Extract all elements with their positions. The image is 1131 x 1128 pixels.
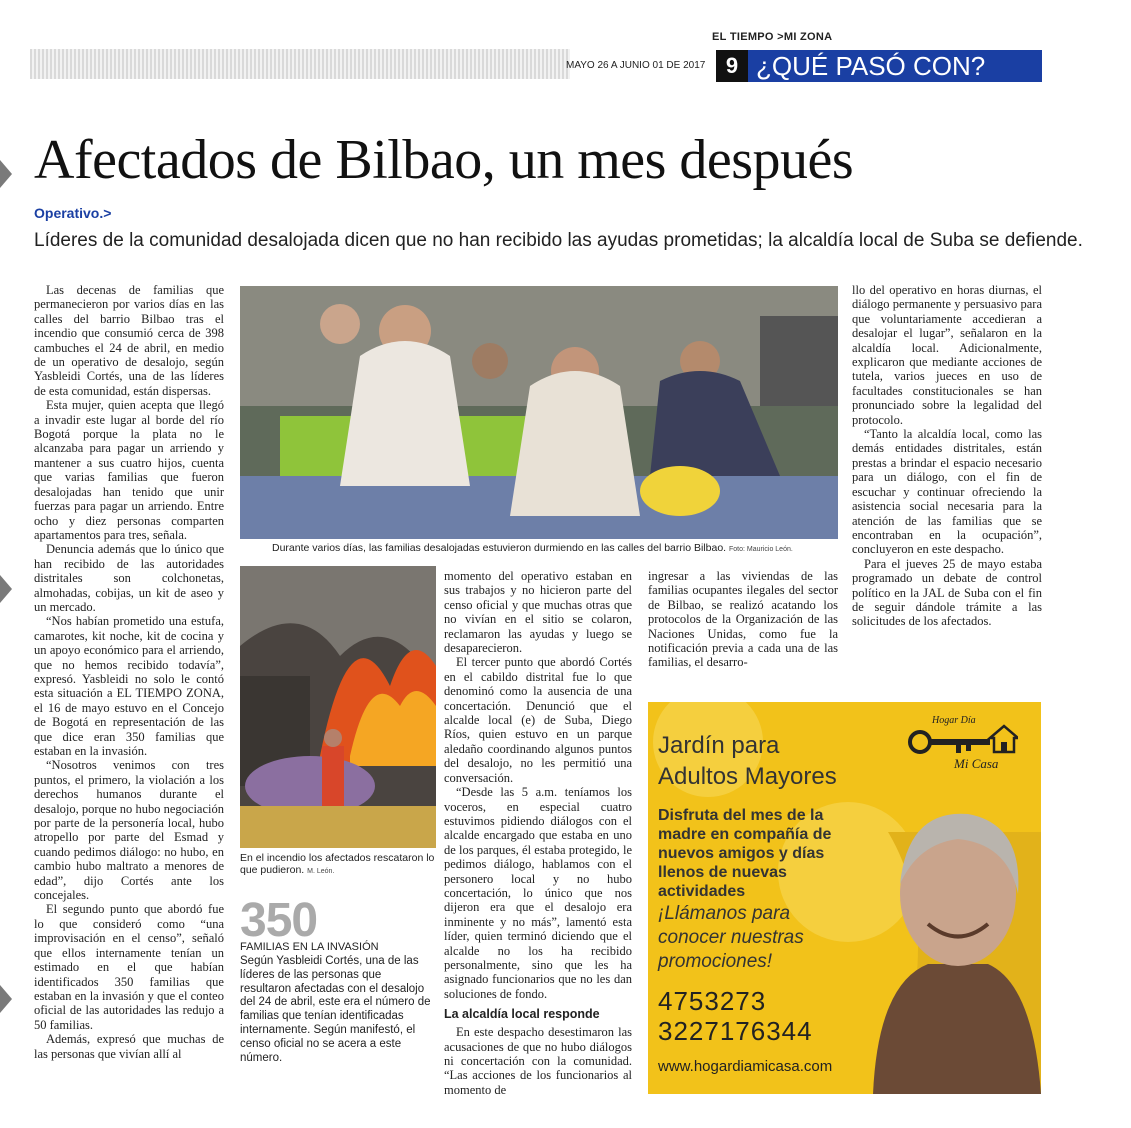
paragraph: ingresar a las viviendas de las familias ocupantes ilegales del sector de Bilbao, se realizó acatando los protocolos de la Organización de las Naciones Unidas, como fue la notificación previa a cada una de las familias, el desarro- <box>648 569 838 670</box>
stat-text: Según Yasbleidi Cortés, una de las líderes de las personas que resultaron afectadas con el desalojo del 24 de abril, este era el número de familias que tenían identificadas internamente. Según manifestó, el censo oficial no se acera a este número. <box>240 955 431 1064</box>
paragraph: Denuncia además que lo único que han recibido de las autoridades distritales son colchonetas, almohadas, cobijas, un kit de aseo y un mercado. <box>34 542 224 614</box>
section-title: ¿QUÉ PASÓ CON? <box>748 50 1042 82</box>
article-column-3 <box>444 569 632 1097</box>
paragraph: Además, expresó que muchas de las personas que vivían allí al <box>34 1032 224 1061</box>
main-photo <box>240 286 838 539</box>
stat-label: FAMILIAS EN LA INVASIÓN <box>240 941 379 953</box>
paragraph: El tercer punto que abordó Cortés en el cabildo distrital fue lo que denominó como la ausencia de una concertación. Denunció que el alcalde local (e) de Suba, Diego Ríos, quien estuvo en un parque aledaño coordinando algunos puntos del desalojo, no les permitió una conversación. <box>444 655 632 785</box>
headline: Afectados de Bilbao, un mes después <box>34 129 854 191</box>
paragraph: “Tanto la alcaldía local, como las demás entidades distritales, están prestas a brindar el espacio necesario para un diálogo, con el fin de escuchar y continuar ofreciendo la asistencia social necesaria para la atención de las familias que se encontraban en la ocupación”, concluyeron en este despacho. <box>852 427 1042 557</box>
ad-promo-text: Disfruta del mes de la madre en compañía de nuevos amigos y días llenos de nuevas actividades <box>658 807 832 900</box>
paragraph: “Nosotros venimos con tres puntos, el primero, la violación a los derechos humanos durante el desalojo, porque no hubo negociación por parte de la personería local, hubo atropello por parte del Esmad y cuando pedimos diálogo: no hubo, en cambio hubo maltrato a menores de edad”, dijo Cortés ante los concejales. <box>34 758 224 903</box>
ad-phone-numbers: 4753273 3227176344 <box>658 986 813 1046</box>
paragraph: momento del operativo estaban en sus trabajos y no hicieron parte del censo oficial y que muchas otras que no vivían en el sitio se colaron, reclamaron las ayudas y luego se desaparecieron. <box>444 569 632 656</box>
margin-marker <box>0 160 12 188</box>
issue-date: MAYO 26 A JUNIO 01 DE 2017 <box>566 60 706 71</box>
ad-logo-top-text: Hogar Día <box>932 715 976 726</box>
article-column-4 <box>648 569 838 670</box>
key-house-icon <box>906 724 1018 758</box>
article-column-5 <box>852 283 1042 629</box>
subhead: La alcaldía local responde <box>444 1007 600 1022</box>
page-number: 9 <box>716 50 748 82</box>
ad-title: Jardín para Adultos Mayores <box>658 732 837 790</box>
ad-logo-bottom-text: Mi Casa <box>954 756 999 771</box>
elderly-woman-photo <box>858 784 1041 1094</box>
fire-photo-caption: En el incendio los afectados rescataron lo que pudieron. M. León. <box>240 852 435 876</box>
paragraph: llo del operativo en horas diurnas, el diálogo permanente y persuasivo para que voluntariamente accedieran a desalojar el lugar”, señalaron en la alcaldía local. Adicionalmente, explicaron que mediante acciones de tutela, varios jueces en uso de facultades constitucionales se han pronunciado sobre la legalidad del protocolo. <box>852 283 1042 427</box>
photo-credit: Foto: Mauricio León. <box>729 546 793 553</box>
paragraph: En este despacho desestimaron las acusaciones de que no hubo diálogos ni concertación con la comunidad. “Las acciones de los funcionarios al momento de <box>444 1025 632 1097</box>
ad-call-to-action: ¡Llámanos para conocer nuestras promociones! <box>658 903 804 972</box>
margin-marker <box>0 985 12 1013</box>
main-photo-caption: Durante varios días, las familias desalojadas estuvieron durmiendo en las calles del barrio Bilbao. Foto: Mauricio León. <box>272 542 793 554</box>
ad-website: www.hogardiamicasa.com <box>658 1058 833 1075</box>
section-tag: EL TIEMPO >MI ZONA <box>712 31 833 43</box>
deck: Líderes de la comunidad desalojada dicen que no han recibido las ayudas prometidas; la alcaldía local de Suba se defiende. <box>34 230 1083 251</box>
paragraph: El segundo punto que abordó fue lo que consideró como “una improvisación en el censo”, señaló que ellos internamente tenían un estimado en el que habían identificados 350 familias que estaban en la invasión y que el conteo oficial de las autoridades las redujo a 50 familias. <box>34 902 224 1032</box>
paragraph: Para el jueves 25 de mayo estaba programado un debate de control político en la JAL de Suba con el fin de seguir dándole trámite a las solicitudes de los afectados. <box>852 556 1042 629</box>
stat-number: 350 <box>240 894 318 947</box>
advertisement <box>648 702 1041 1094</box>
paragraph: “Nos habían prometido una estufa, camarotes, kit noche, kit de cocina y un apoyo económico para el arriendo, que no hemos recibido todavía”, expresó. Yasbleidi no solo le contó esta situación a EL TIEMPO ZONA, el 16 de mayo estuvo en el Concejo de Bogotá en representación de las que dice eran 350 familias que estaban en la invasión. <box>34 614 224 758</box>
photo-credit: M. León. <box>307 868 335 875</box>
kicker: Operativo.> <box>34 205 112 221</box>
paragraph: “Desde las 5 a.m. teníamos los voceros, en especial cuatro estuvimos pidiendo diálogos con el alcalde encargado que estaba en uno de los parques, él estaba protegido, le pedimos diálogo, hablamos con el personero local y no hubo concertación, lo único que nos dijeron era que el desalojo era inminente y no más”, lamentó esta líder, quien terminó diciendo que el alcalde no los ha recibido personalmente, sino que les ha asignado funcionarios que no les dan soluciones de fondo. <box>444 785 632 1001</box>
fire-photo <box>240 566 436 848</box>
article-column-1 <box>34 283 224 1061</box>
paragraph: Las decenas de familias que permanecieron por varios días en las calles del barrio Bilbao tras el incendio que consumió cerca de 398 cambuches el 24 de abril, en medio de un operativo de desalojo, según Yasbleidi Cortés, una de las líderes de esta comunidad, están dispersas. <box>34 283 224 398</box>
paragraph: Esta mujer, quien acepta que llegó a invadir este lugar al borde del río Bogotá porque la plata no le alcanzaba para pagar un arriendo y mantener a sus cuatro hijos, cuenta que varias familias que fueron desalojadas han tenido que unir fuerzas para pagar un arriendo. Entre ocho y diez personas comparten apartamentos para tres, señala. <box>34 398 224 542</box>
margin-marker <box>0 575 12 603</box>
